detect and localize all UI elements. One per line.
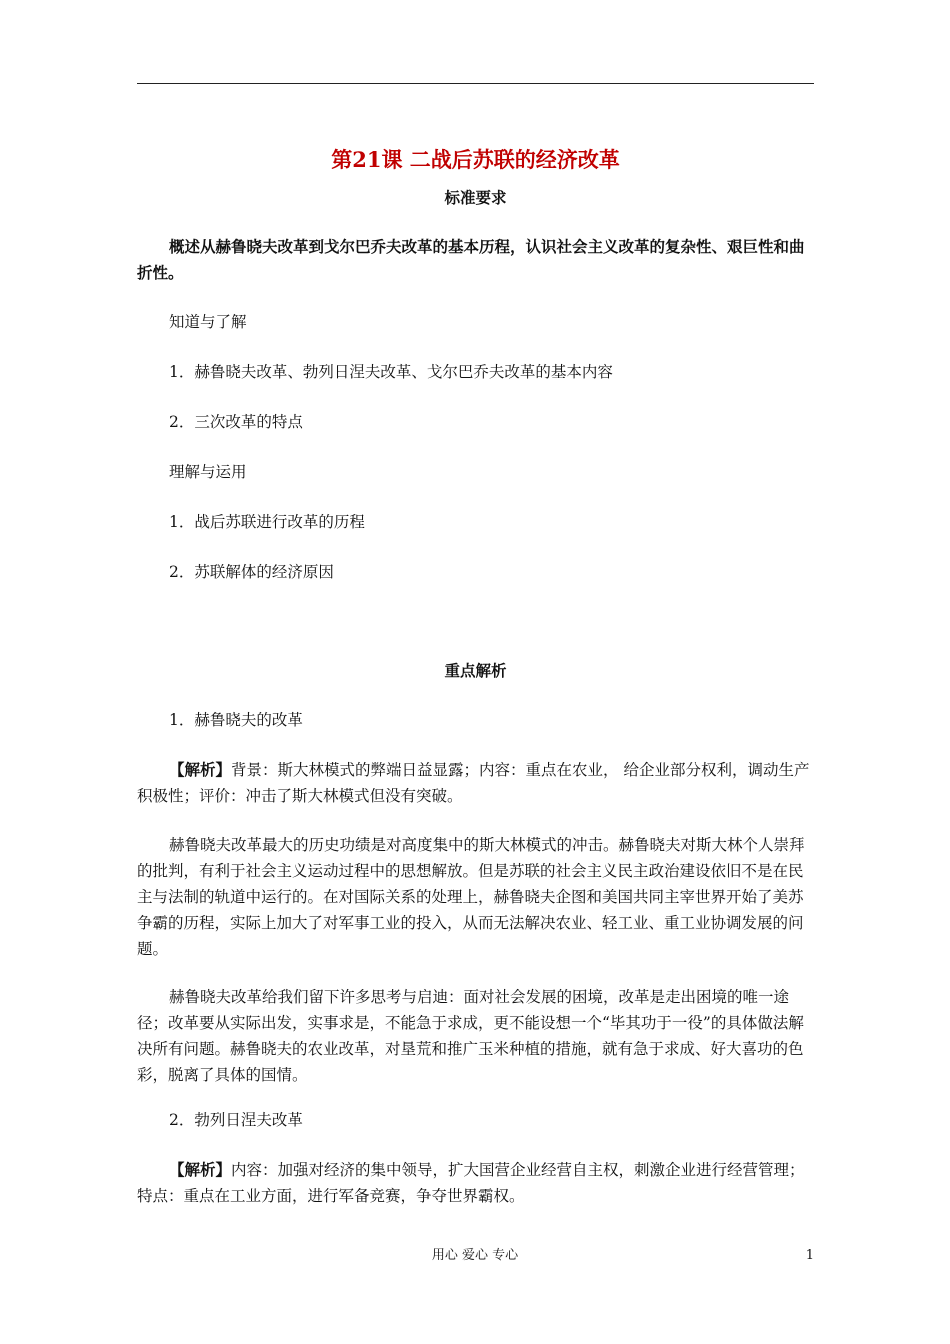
page-number: 1 [805, 1248, 814, 1263]
body-paragraph: 赫鲁晓夫改革给我们留下许多思考与启迪：面对社会发展的困境，改革是走出困境的唯一途径；改革要从实际出发，实事求是，不能急于求成，更不能设想一个“毕其功于一役”的具体做法解决所有问题。赫鲁晓夫的农业改革，对垦荒和推广玉米种植的措施，就有急于求成、好大喜功的色彩，脱离了具体的国情。 [137, 988, 804, 1084]
apply-item: 1．战后苏联进行改革的历程 [169, 513, 365, 531]
analysis-paragraph [137, 1157, 814, 1209]
know-item: 2．三次改革的特点 [169, 413, 303, 431]
section-title: 1．赫鲁晓夫的改革 [169, 711, 303, 729]
analysis-text: 内容：加强对经济的集中领导，扩大国营企业经营自主权，刺激企业进行经营管理；特点：重点在工业方面，进行军备竞赛，争夺世界霸权。 [137, 1161, 805, 1205]
analysis-tag: 【解析】 [169, 760, 232, 779]
analysis-paragraph [137, 757, 814, 809]
key-heading: 重点解析 [444, 661, 507, 680]
lesson-title: 第21课 二战后苏联的经济改革 [331, 147, 620, 172]
analysis-tag: 【解析】 [169, 1160, 232, 1179]
apply-item: 2．苏联解体的经济原因 [169, 563, 334, 581]
know-item: 1．赫鲁晓夫改革、勃列日涅夫改革、戈尔巴乔夫改革的基本内容 [169, 363, 613, 381]
section-title: 2．勃列日涅夫改革 [169, 1111, 303, 1129]
know-heading: 知道与了解 [169, 313, 247, 331]
footer-text: 用心 爱心 专心 [431, 1248, 519, 1263]
body-paragraph: 赫鲁晓夫改革最大的历史功绩是对高度集中的斯大林模式的冲击。赫鲁晓夫对斯大林个人崇拜的批判，有利于社会主义运动过程中的思想解放。但是苏联的社会主义民主政治建设依旧不是在民主与法制的轨道中运行的。在对国际关系的处理上，赫鲁晓夫企图和美国共同主宰世界开始了美苏争霸的历程，实际上加大了对军事工业的投入，从而无法解决农业、轻工业、重工业协调发展的问题。 [137, 836, 805, 958]
analysis-text: 背景：斯大林模式的弊端日益显露；内容：重点在农业， 给企业部分权利，调动生产积极性；评价：冲击了斯大林模式但没有突破。 [137, 761, 810, 805]
apply-heading: 理解与运用 [169, 463, 247, 481]
standard-heading: 标准要求 [444, 188, 507, 207]
standard-text: 概述从赫鲁晓夫改革到戈尔巴乔夫改革的基本历程，认识社会主义改革的复杂性、艰巨性和曲折性。 [137, 237, 805, 282]
header-rule [137, 83, 814, 84]
